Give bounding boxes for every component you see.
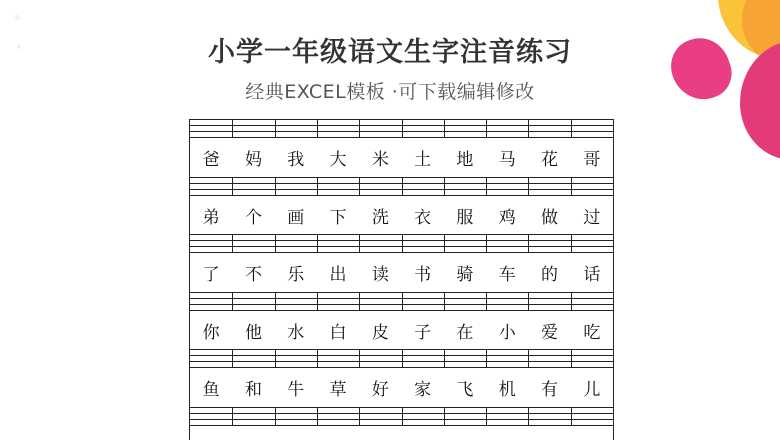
column-divider [359, 119, 360, 138]
character-cell: 画 [287, 207, 305, 228]
character-cell: 了 [202, 265, 220, 285]
column-divider [359, 407, 360, 426]
column-divider [317, 119, 318, 138]
column-divider [528, 407, 529, 426]
column-divider [232, 234, 233, 253]
column-divider [402, 234, 403, 253]
character-cell: 有 [541, 380, 559, 400]
column-divider [528, 234, 529, 253]
pinyin-writing-band [190, 292, 613, 320]
character-row [190, 375, 613, 405]
character-cell: 爱 [541, 322, 559, 343]
column-divider [486, 349, 487, 368]
column-divider [444, 407, 445, 426]
column-divider [486, 119, 487, 138]
character-cell: 个 [244, 207, 262, 228]
column-divider [444, 349, 445, 368]
column-divider [571, 119, 572, 138]
character-cell: 牛 [287, 380, 305, 400]
character-cell: 服 [456, 207, 474, 228]
column-divider [571, 407, 572, 426]
column-divider [317, 177, 318, 196]
column-divider [232, 407, 233, 426]
column-divider [317, 407, 318, 426]
character-cell: 弟 [202, 207, 220, 228]
character-cell: 地 [456, 150, 474, 170]
column-divider [528, 292, 529, 311]
character-row [190, 260, 613, 290]
column-divider [275, 234, 276, 253]
page-title: 小学一年级语文生字注音练习 [208, 37, 572, 68]
character-row [190, 145, 613, 175]
character-cell: 小 [498, 322, 516, 343]
column-divider [444, 292, 445, 311]
character-cell: 米 [371, 150, 389, 170]
character-cell: 鱼 [202, 380, 220, 400]
column-divider [232, 177, 233, 196]
pinyin-writing-band [190, 177, 613, 205]
column-divider [402, 119, 403, 138]
column-divider [528, 177, 529, 196]
character-cell: 哥 [583, 150, 601, 170]
character-cell: 乐 [287, 265, 305, 285]
character-cell: 我 [287, 150, 305, 170]
character-cell: 做 [541, 207, 559, 228]
column-divider [486, 177, 487, 196]
column-divider [402, 177, 403, 196]
column-divider [232, 119, 233, 138]
character-cell: 话 [583, 265, 601, 285]
character-cell: 大 [329, 150, 347, 170]
character-cell: 不 [244, 265, 262, 285]
character-cell: 书 [414, 265, 432, 285]
decorative-dot [15, 15, 20, 20]
character-cell: 机 [498, 380, 516, 400]
character-cell: 过 [583, 207, 601, 228]
character-row [190, 203, 613, 233]
character-cell: 草 [329, 380, 347, 400]
column-divider [571, 177, 572, 196]
character-cell: 鸡 [498, 207, 516, 228]
column-divider [486, 292, 487, 311]
column-divider [571, 234, 572, 253]
character-cell: 他 [244, 322, 262, 343]
character-row [190, 318, 613, 348]
character-cell: 和 [244, 380, 262, 400]
character-cell: 马 [498, 150, 516, 170]
column-divider [317, 349, 318, 368]
column-divider [359, 177, 360, 196]
column-divider [402, 349, 403, 368]
character-cell: 车 [498, 265, 516, 285]
column-divider [571, 349, 572, 368]
column-divider [275, 292, 276, 311]
character-cell: 吃 [583, 322, 601, 343]
column-divider [232, 292, 233, 311]
column-divider [317, 234, 318, 253]
character-cell: 你 [202, 322, 220, 343]
character-cell: 水 [287, 322, 305, 343]
character-cell: 骑 [456, 265, 474, 285]
pinyin-writing-band [190, 349, 613, 377]
pinyin-writing-band [190, 234, 613, 262]
pinyin-writing-band [190, 119, 613, 147]
character-cell: 爸 [202, 150, 220, 170]
pinyin-worksheet [189, 119, 614, 440]
character-cell: 好 [371, 380, 389, 400]
character-cell: 读 [371, 265, 389, 285]
character-cell: 白 [329, 322, 347, 343]
character-cell: 飞 [456, 380, 474, 400]
character-cell: 土 [414, 150, 432, 170]
column-divider [486, 234, 487, 253]
column-divider [232, 349, 233, 368]
column-divider [275, 407, 276, 426]
column-divider [275, 177, 276, 196]
column-divider [444, 234, 445, 253]
page-subtitle: 经典EXCEL模板 ·可下载编辑修改 [245, 81, 535, 103]
column-divider [317, 292, 318, 311]
character-cell: 衣 [414, 207, 432, 228]
column-divider [402, 292, 403, 311]
column-divider [571, 292, 572, 311]
column-divider [275, 119, 276, 138]
pinyin-writing-band [190, 407, 613, 435]
column-divider [528, 119, 529, 138]
column-divider [402, 407, 403, 426]
character-cell: 下 [329, 207, 347, 228]
character-cell: 儿 [583, 380, 601, 400]
column-divider [359, 349, 360, 368]
column-divider [528, 349, 529, 368]
column-divider [359, 234, 360, 253]
column-divider [275, 349, 276, 368]
character-cell: 家 [414, 380, 432, 400]
character-cell: 的 [541, 265, 559, 285]
column-divider [486, 407, 487, 426]
character-cell: 子 [414, 322, 432, 343]
character-cell: 妈 [244, 150, 262, 170]
character-cell: 出 [329, 265, 347, 285]
column-divider [444, 119, 445, 138]
character-cell: 在 [456, 322, 474, 343]
column-divider [359, 292, 360, 311]
character-cell: 花 [541, 150, 559, 170]
character-cell: 洗 [371, 207, 389, 228]
column-divider [444, 177, 445, 196]
character-cell: 皮 [371, 322, 389, 343]
